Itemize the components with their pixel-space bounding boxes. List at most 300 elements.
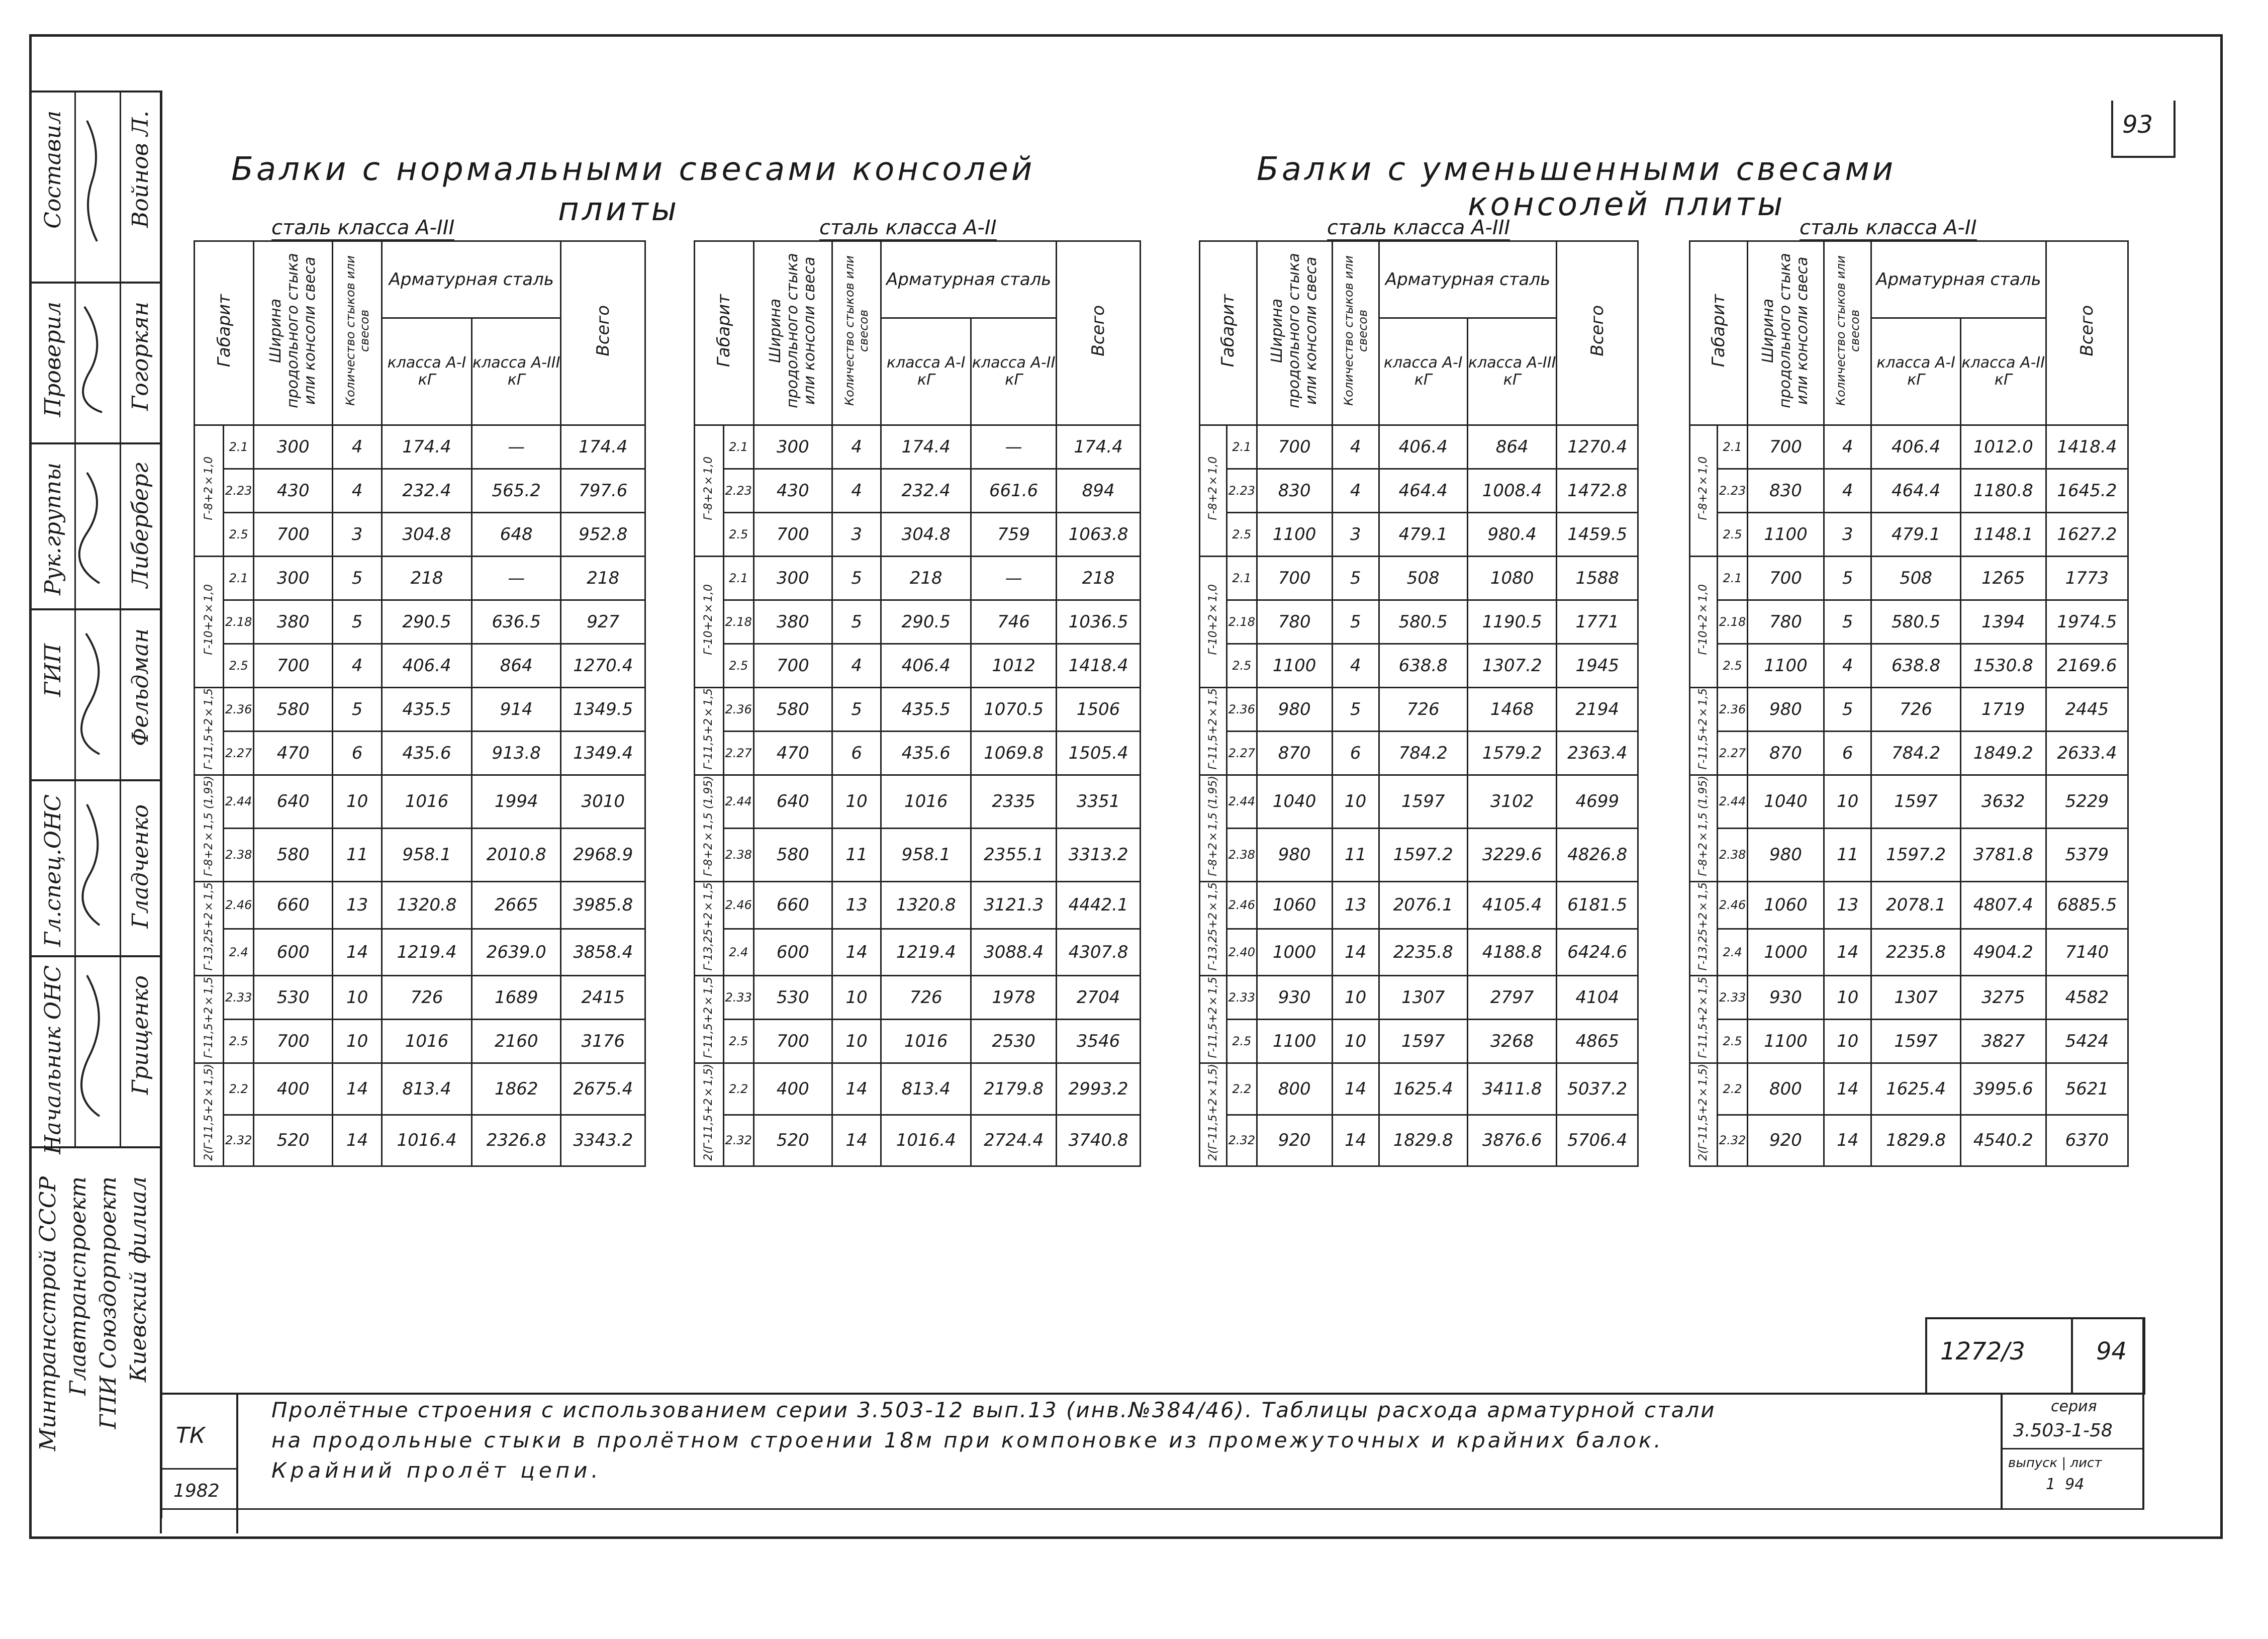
cell: 1270.4 <box>1557 425 1638 469</box>
footer-note-line-1: Пролётные строения с использованием серии 3.503-12 вып.13 (инв.№384/46). Таблицы расхода арматурной стали <box>271 1398 1716 1422</box>
cell: 5379 <box>2046 828 2128 881</box>
cell: 1060 <box>1747 881 1824 929</box>
cell: 300 <box>753 425 832 469</box>
table-row <box>695 469 1141 513</box>
org-line-3: ГПИ Союздорпроект <box>96 1176 121 1429</box>
sheet-label: выпуск | лист <box>2008 1455 2102 1471</box>
cell: 2.5 <box>1227 644 1257 688</box>
header-width: Ширина продольного стыка или консоли свеса <box>254 241 333 425</box>
cell: 2.38 <box>723 828 753 881</box>
cell: 980 <box>1257 688 1332 732</box>
cell: 406.4 <box>1379 425 1467 469</box>
header-count: Количество стыков или свесов <box>1824 241 1871 425</box>
cell: 3010 <box>561 775 645 829</box>
gabarit-group: Г-11,5+2×1,5 <box>1690 976 1718 1063</box>
cell: 1978 <box>971 976 1057 1020</box>
gabarit-group: Г-13,25+2×1,5 <box>1200 881 1227 976</box>
cell: 2.33 <box>1718 976 1747 1020</box>
cell: 5424 <box>2046 1020 2128 1063</box>
cell: 174.4 <box>881 425 971 469</box>
gabarit-group: 2(Г-11,5+2×1,5) <box>1690 1063 1718 1166</box>
cell: 4 <box>333 644 382 688</box>
cell: 2.44 <box>723 775 753 829</box>
header-class-a: класса А-I кГ <box>1871 318 1961 425</box>
stamp-name-3: Либерберг <box>128 463 153 588</box>
gabarit-group: Г-8+2×1,0 <box>195 425 224 557</box>
cell: 3411.8 <box>1467 1063 1556 1115</box>
cell: 1190.5 <box>1467 600 1556 644</box>
cell: 1349.5 <box>561 688 645 732</box>
cell: 2.5 <box>1227 1020 1257 1063</box>
table-row <box>1690 881 2128 929</box>
cell: 13 <box>832 881 881 929</box>
header-width: Ширина продольного стыка или консоли свеса <box>1257 241 1332 425</box>
table-row <box>195 1020 645 1063</box>
cell: 304.8 <box>881 513 971 557</box>
header-gabarit: Габарит <box>1200 241 1257 425</box>
cell: 232.4 <box>881 469 971 513</box>
cell: 10 <box>1824 775 1871 829</box>
cell: 304.8 <box>382 513 472 557</box>
cell: 2.38 <box>1718 828 1747 881</box>
cell: 1100 <box>1257 644 1332 688</box>
cell: 2.46 <box>224 881 254 929</box>
cell: 2.5 <box>1718 644 1747 688</box>
title-block-side <box>29 90 162 1518</box>
gabarit-group: Г-8+2×1,0 <box>695 425 724 557</box>
table-row <box>1200 775 1638 829</box>
cell: 1394 <box>1960 600 2046 644</box>
cell: 290.5 <box>382 600 472 644</box>
table-row <box>1690 732 2128 775</box>
table-row <box>195 1063 645 1115</box>
cell: 700 <box>753 513 832 557</box>
cell: 2.33 <box>723 976 753 1020</box>
cell: 5 <box>333 600 382 644</box>
cell: 4 <box>1824 469 1871 513</box>
cell: 10 <box>1824 1020 1871 1063</box>
cell: 6424.6 <box>1557 929 1638 976</box>
cell: 800 <box>1257 1063 1332 1115</box>
gabarit-group: 2(Г-11,5+2×1,5) <box>195 1063 224 1166</box>
table-row <box>695 929 1141 976</box>
cell: 3176 <box>561 1020 645 1063</box>
cell: 2.18 <box>1718 600 1747 644</box>
cell: 1063.8 <box>1057 513 1141 557</box>
cell: 700 <box>254 513 333 557</box>
cell: 1994 <box>471 775 560 829</box>
cell: 3 <box>832 513 881 557</box>
cell: 1012.0 <box>1960 425 2046 469</box>
cell: 520 <box>254 1115 333 1166</box>
cell: 2724.4 <box>971 1115 1057 1166</box>
cell: 580.5 <box>1379 600 1467 644</box>
cell: 13 <box>333 881 382 929</box>
cell: 2.27 <box>723 732 753 775</box>
cell: 914 <box>471 688 560 732</box>
table-row <box>695 1020 1141 1063</box>
cell: 1320.8 <box>881 881 971 929</box>
table-2-steel-class: сталь класса А-II <box>819 216 997 241</box>
cell: 4540.2 <box>1960 1115 2046 1166</box>
table-row <box>195 557 645 600</box>
cell: 1349.4 <box>561 732 645 775</box>
cell: 661.6 <box>971 469 1057 513</box>
cell: 2.5 <box>224 1020 254 1063</box>
cell: 1016 <box>382 775 472 829</box>
cell: 2.5 <box>1227 513 1257 557</box>
cell: 1100 <box>1257 1020 1332 1063</box>
cell: 1016 <box>881 775 971 829</box>
cell: 2968.9 <box>561 828 645 881</box>
stamp-role-5: Гл.спец.ОНС <box>40 794 66 947</box>
cell: 10 <box>1332 775 1379 829</box>
stamp-name-5: Гладченко <box>128 804 153 929</box>
cell: 5 <box>1824 688 1871 732</box>
cell: 2.40 <box>1227 929 1257 976</box>
cell: 2355.1 <box>971 828 1057 881</box>
table-row <box>695 513 1141 557</box>
cell: 5706.4 <box>1557 1115 1638 1166</box>
table-row <box>1690 1063 2128 1115</box>
cell: 1219.4 <box>881 929 971 976</box>
cell: 5 <box>1332 600 1379 644</box>
cell: 1597.2 <box>1871 828 1961 881</box>
cell: 958.1 <box>881 828 971 881</box>
cell: 13 <box>1332 881 1379 929</box>
cell: 5037.2 <box>1557 1063 1638 1115</box>
cell: 10 <box>1332 1020 1379 1063</box>
table-row <box>1200 1020 1638 1063</box>
cell: 700 <box>753 1020 832 1063</box>
cell: 4826.8 <box>1557 828 1638 881</box>
cell: 2.5 <box>723 513 753 557</box>
cell: 2169.6 <box>2046 644 2128 688</box>
cell: 1219.4 <box>382 929 472 976</box>
table-row <box>695 828 1141 881</box>
header-width: Ширина продольного стыка или консоли свеса <box>1747 241 1824 425</box>
cell: 3313.2 <box>1057 828 1141 881</box>
cell: 930 <box>1257 976 1332 1020</box>
gabarit-group: Г-8+2×1,0 <box>1200 425 1227 557</box>
cell: 3995.6 <box>1960 1063 2046 1115</box>
stamp-name-2: Гогоркян <box>128 302 153 411</box>
cell: 4104 <box>1557 976 1638 1020</box>
tk-label: ТК <box>176 1423 206 1448</box>
gabarit-group: Г-8+2×1,5 (1,95) <box>1690 775 1718 882</box>
gabarit-group: Г-8+2×1,5 (1,95) <box>195 775 224 882</box>
cell: 3343.2 <box>561 1115 645 1166</box>
cell: 13 <box>1824 881 1871 929</box>
cell: 1468 <box>1467 688 1556 732</box>
table-row <box>195 976 645 1020</box>
gabarit-group: Г-11,5+2×1,5 <box>1200 688 1227 775</box>
cell: 1270.4 <box>561 644 645 688</box>
cell: 580.5 <box>1871 600 1961 644</box>
page-number: 93 <box>2122 111 2153 139</box>
left-section-title: Балки с нормальными свесами консолей <box>231 151 1035 188</box>
cell: 2639.0 <box>471 929 560 976</box>
cell: 10 <box>1824 976 1871 1020</box>
cell: 600 <box>753 929 832 976</box>
cell: 980.4 <box>1467 513 1556 557</box>
cell: 2.4 <box>224 929 254 976</box>
cell: 218 <box>382 557 472 600</box>
cell: 5 <box>832 600 881 644</box>
cell: 464.4 <box>1379 469 1467 513</box>
cell: 1080 <box>1467 557 1556 600</box>
cell: 2.32 <box>224 1115 254 1166</box>
cell: 1771 <box>1557 600 1638 644</box>
table-row <box>195 425 645 469</box>
cell: 10 <box>832 1020 881 1063</box>
cell: 1016 <box>881 1020 971 1063</box>
cell: 430 <box>753 469 832 513</box>
cell: 300 <box>753 557 832 600</box>
cell: 1588 <box>1557 557 1638 600</box>
gabarit-group: 2(Г-11,5+2×1,5) <box>1200 1063 1227 1166</box>
table-row <box>195 881 645 929</box>
cell: 6 <box>832 732 881 775</box>
cell: 520 <box>753 1115 832 1166</box>
header-class-b: класса А-II кГ <box>971 318 1057 425</box>
cell: 1016 <box>382 1020 472 1063</box>
cell: 1506 <box>1057 688 1141 732</box>
cell: 14 <box>832 1063 881 1115</box>
cell: 1307 <box>1379 976 1467 1020</box>
cell: 726 <box>1379 688 1467 732</box>
stamp-role-3: Рук.группы <box>40 463 66 595</box>
cell: 435.5 <box>382 688 472 732</box>
cell: 780 <box>1747 600 1824 644</box>
cell: 3985.8 <box>561 881 645 929</box>
cell: 232.4 <box>382 469 472 513</box>
table-row <box>1690 1020 2128 1063</box>
table-row <box>695 775 1141 829</box>
series-value: 3.503-1-58 <box>2013 1420 2113 1441</box>
cell: 10 <box>333 976 382 1020</box>
cell: 913.8 <box>471 732 560 775</box>
table-row <box>1200 557 1638 600</box>
cell: 1320.8 <box>382 881 472 929</box>
cell: 406.4 <box>881 644 971 688</box>
table-row <box>695 881 1141 929</box>
cell: 14 <box>1332 1063 1379 1115</box>
cell: 2.5 <box>1718 513 1747 557</box>
cell: 2.4 <box>723 929 753 976</box>
cell: 980 <box>1257 828 1332 881</box>
cell: — <box>971 425 1057 469</box>
gabarit-group: Г-11,5+2×1,5 <box>195 976 224 1063</box>
cell: 2445 <box>2046 688 2128 732</box>
cell: 2.1 <box>224 425 254 469</box>
cell: 1505.4 <box>1057 732 1141 775</box>
table-row <box>1690 929 2128 976</box>
stamp-role-2: Проверил <box>40 302 66 417</box>
cell: 2.18 <box>1227 600 1257 644</box>
cell: 2633.4 <box>2046 732 2128 775</box>
cell: 648 <box>471 513 560 557</box>
header-total: Всего <box>561 241 645 425</box>
cell: 218 <box>561 557 645 600</box>
doc-number: 1272/3 <box>1940 1337 2025 1365</box>
cell: 3088.4 <box>971 929 1057 976</box>
table-1-steel-class: сталь класса А-III <box>271 216 454 241</box>
steel-table-2 <box>694 240 1141 1167</box>
cell: 958.1 <box>382 828 472 881</box>
header-steel: Арматурная сталь <box>1871 241 2046 318</box>
cell: 435.6 <box>881 732 971 775</box>
cell: 1773 <box>2046 557 2128 600</box>
cell: 6181.5 <box>1557 881 1638 929</box>
cell: 1719 <box>1960 688 2046 732</box>
cell: 759 <box>971 513 1057 557</box>
header-total: Всего <box>1557 241 1638 425</box>
table-row <box>1690 600 2128 644</box>
cell: 4807.4 <box>1960 881 2046 929</box>
cell: 2.5 <box>224 644 254 688</box>
cell: 4188.8 <box>1467 929 1556 976</box>
cell: 380 <box>254 600 333 644</box>
cell: 565.2 <box>471 469 560 513</box>
cell: 2.44 <box>1227 775 1257 829</box>
cell: 435.6 <box>382 732 472 775</box>
table-row <box>695 644 1141 688</box>
cell: 4105.4 <box>1467 881 1556 929</box>
cell: 2.1 <box>1718 425 1747 469</box>
header-steel: Арматурная сталь <box>382 241 561 318</box>
header-steel: Арматурная сталь <box>1379 241 1557 318</box>
cell: 5621 <box>2046 1063 2128 1115</box>
cell: 3 <box>1332 513 1379 557</box>
gabarit-group: Г-10+2×1,0 <box>1690 557 1718 688</box>
cell: 14 <box>333 1063 382 1115</box>
header-count: Количество стыков или свесов <box>1332 241 1379 425</box>
cell: 2.27 <box>224 732 254 775</box>
cell: 3781.8 <box>1960 828 2046 881</box>
table-row <box>195 1115 645 1166</box>
cell: 660 <box>753 881 832 929</box>
cell: 1265 <box>1960 557 2046 600</box>
cell: 2010.8 <box>471 828 560 881</box>
cell: 2078.1 <box>1871 881 1961 929</box>
gabarit-group: Г-8+2×1,5 (1,95) <box>695 775 724 882</box>
cell: 14 <box>1824 1063 1871 1115</box>
cell: 830 <box>1257 469 1332 513</box>
table-row <box>1690 469 2128 513</box>
cell: 3546 <box>1057 1020 1141 1063</box>
cell: 174.4 <box>561 425 645 469</box>
cell: 2.23 <box>1718 469 1747 513</box>
cell: 2993.2 <box>1057 1063 1141 1115</box>
cell: 980 <box>1747 828 1824 881</box>
cell: 1974.5 <box>2046 600 2128 644</box>
table-row <box>695 976 1141 1020</box>
cell: 3351 <box>1057 775 1141 829</box>
cell: 1597 <box>1871 775 1961 829</box>
cell: 5 <box>1332 688 1379 732</box>
table-row <box>1690 425 2128 469</box>
cell: 2076.1 <box>1379 881 1467 929</box>
cell: 6370 <box>2046 1115 2128 1166</box>
cell: 6 <box>1824 732 1871 775</box>
cell: 700 <box>753 644 832 688</box>
cell: 2704 <box>1057 976 1141 1020</box>
table-row <box>695 1063 1141 1115</box>
header-class-a: класса А-I кГ <box>1379 318 1467 425</box>
cell: — <box>471 557 560 600</box>
cell: 1459.5 <box>1557 513 1638 557</box>
cell: 638.8 <box>1379 644 1467 688</box>
gabarit-group: Г-11,5+2×1,5 <box>1690 688 1718 775</box>
table-row <box>695 425 1141 469</box>
cell: 2530 <box>971 1020 1057 1063</box>
cell: 1625.4 <box>1379 1063 1467 1115</box>
header-class-b: класса А-III кГ <box>471 318 560 425</box>
table-row <box>695 732 1141 775</box>
cell: 4442.1 <box>1057 881 1141 929</box>
cell: 2.36 <box>224 688 254 732</box>
cell: 6 <box>333 732 382 775</box>
cell: 464.4 <box>1871 469 1961 513</box>
cell: 2.44 <box>1718 775 1747 829</box>
cell: 406.4 <box>1871 425 1961 469</box>
cell: 1040 <box>1257 775 1332 829</box>
gabarit-group: 2(Г-11,5+2×1,5) <box>695 1063 724 1166</box>
gabarit-group: Г-10+2×1,0 <box>195 557 224 688</box>
cell: 5 <box>333 688 382 732</box>
cell: 1530.8 <box>1960 644 2046 688</box>
cell: 797.6 <box>561 469 645 513</box>
cell: 1307 <box>1871 976 1961 1020</box>
cell: 870 <box>1257 732 1332 775</box>
cell: 14 <box>832 1115 881 1166</box>
cell: 470 <box>753 732 832 775</box>
table-row <box>1690 688 2128 732</box>
cell: 530 <box>753 976 832 1020</box>
cell: 2.33 <box>224 976 254 1020</box>
cell: 4 <box>1332 425 1379 469</box>
header-count: Количество стыков или свесов <box>333 241 382 425</box>
cell: — <box>471 425 560 469</box>
cell: 1180.8 <box>1960 469 2046 513</box>
cell: 580 <box>254 688 333 732</box>
cell: 784.2 <box>1871 732 1961 775</box>
cell: 580 <box>753 688 832 732</box>
header-class-a: класса А-I кГ <box>881 318 971 425</box>
table-row <box>195 828 645 881</box>
table-row <box>195 732 645 775</box>
stamp-name-4: Фельдман <box>128 628 153 747</box>
cell: 174.4 <box>1057 425 1141 469</box>
cell: 4904.2 <box>1960 929 2046 976</box>
table-row <box>1200 688 1638 732</box>
cell: 813.4 <box>382 1063 472 1115</box>
cell: 2.5 <box>723 644 753 688</box>
cell: 2.1 <box>1718 557 1747 600</box>
cell: 3827 <box>1960 1020 2046 1063</box>
header-count: Количество стыков или свесов <box>832 241 881 425</box>
table-row <box>1690 828 2128 881</box>
cell: 640 <box>753 775 832 829</box>
cell: 4 <box>333 425 382 469</box>
cell: 1070.5 <box>971 688 1057 732</box>
cell: 14 <box>832 929 881 976</box>
cell: 1849.2 <box>1960 732 2046 775</box>
cell: 784.2 <box>1379 732 1467 775</box>
table-row <box>195 600 645 644</box>
cell: 1645.2 <box>2046 469 2128 513</box>
